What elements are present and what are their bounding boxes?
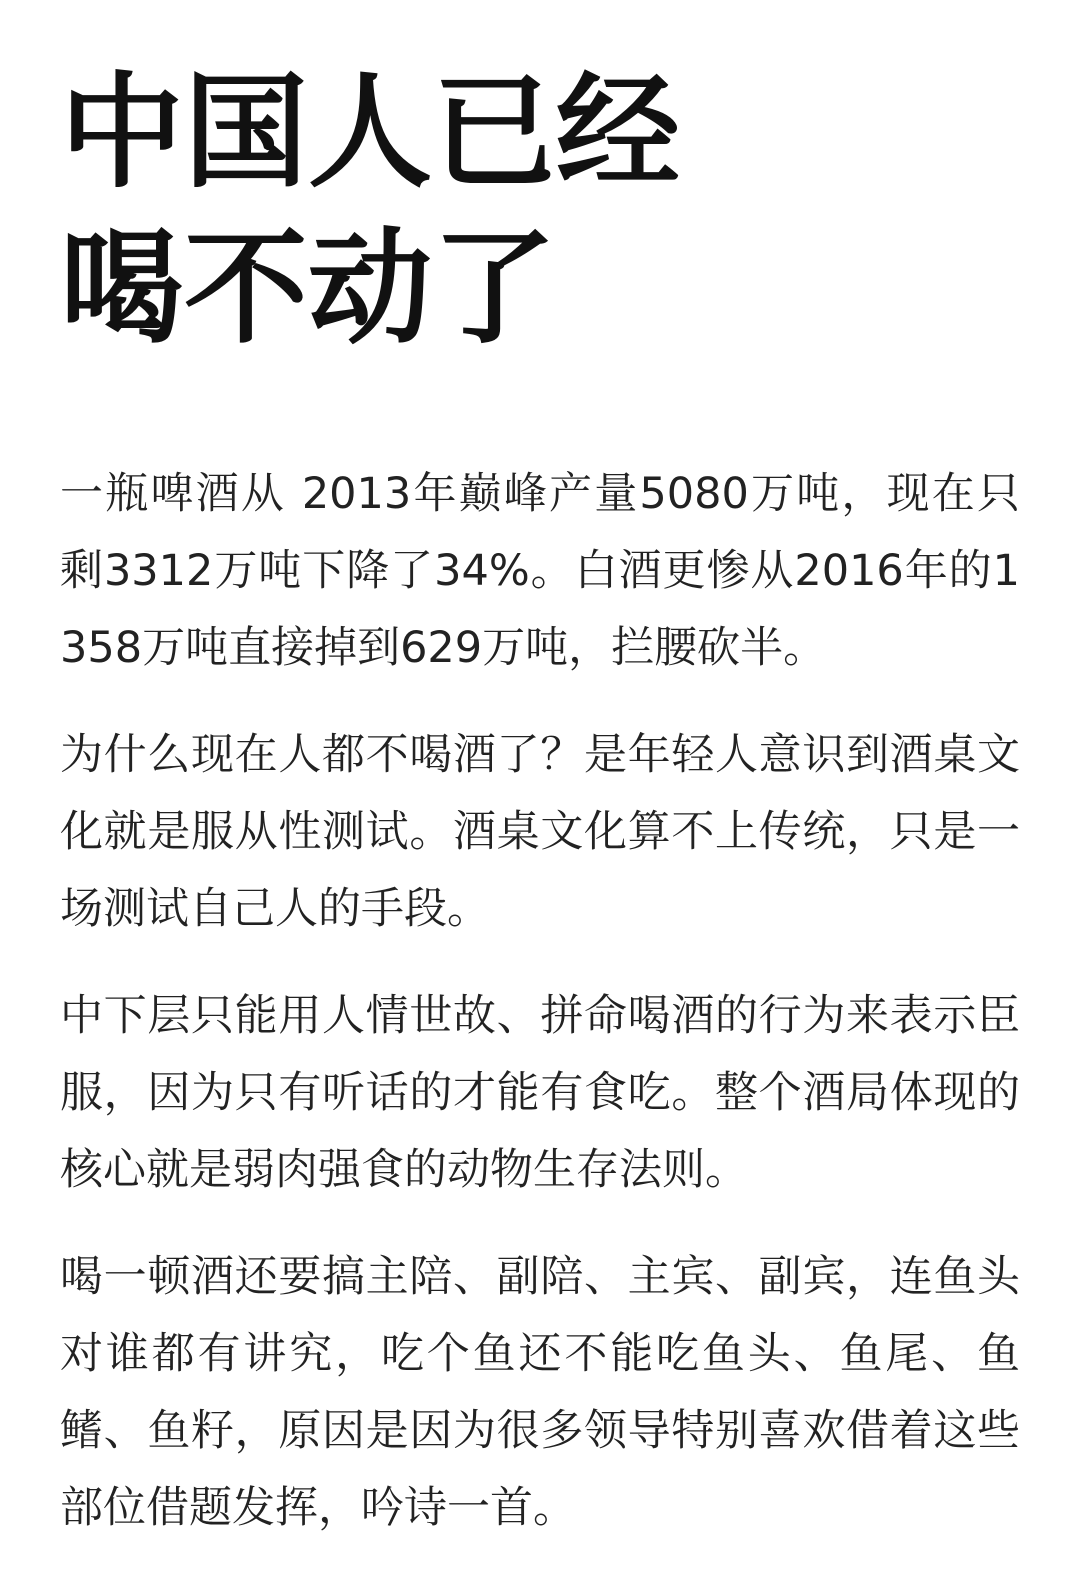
paragraph-3: 中下层只能用人情世故、拼命喝酒的行为来表示臣服，因为只有听话的才能有食吃。整个酒局体现的核心就是弱肉强食的动物生存法则。 (60, 991, 1020, 1195)
article-title (60, 0, 1020, 367)
paragraph-4: 喝一顿酒还要搞主陪、副陪、主宾、副宾，连鱼头对谁都有讲究，吃个鱼还不能吃鱼头、鱼尾、鱼鳍、鱼籽，原因是因为很多领导特别喜欢借着这些部位借题发挥，吟诗一首。 (60, 1252, 1020, 1533)
paragraph-1: 一瓶啤酒从 2013年巅峰产量5080万吨，现在只剩3312万吨下降了34%。白酒更惨从2016年的1358万吨直接掉到629万吨，拦腰砍半。 (60, 469, 1020, 673)
article-body (60, 456, 1020, 1547)
article (60, 0, 1020, 1547)
paragraph-2: 为什么现在人都不喝酒了？是年轻人意识到酒桌文化就是服从性测试。酒桌文化算不上传统，只是一场测试自己人的手段。 (60, 730, 1020, 934)
title-line-1: 中国人已经 (60, 61, 681, 205)
title-line-2: 喝不动了 (60, 217, 557, 361)
